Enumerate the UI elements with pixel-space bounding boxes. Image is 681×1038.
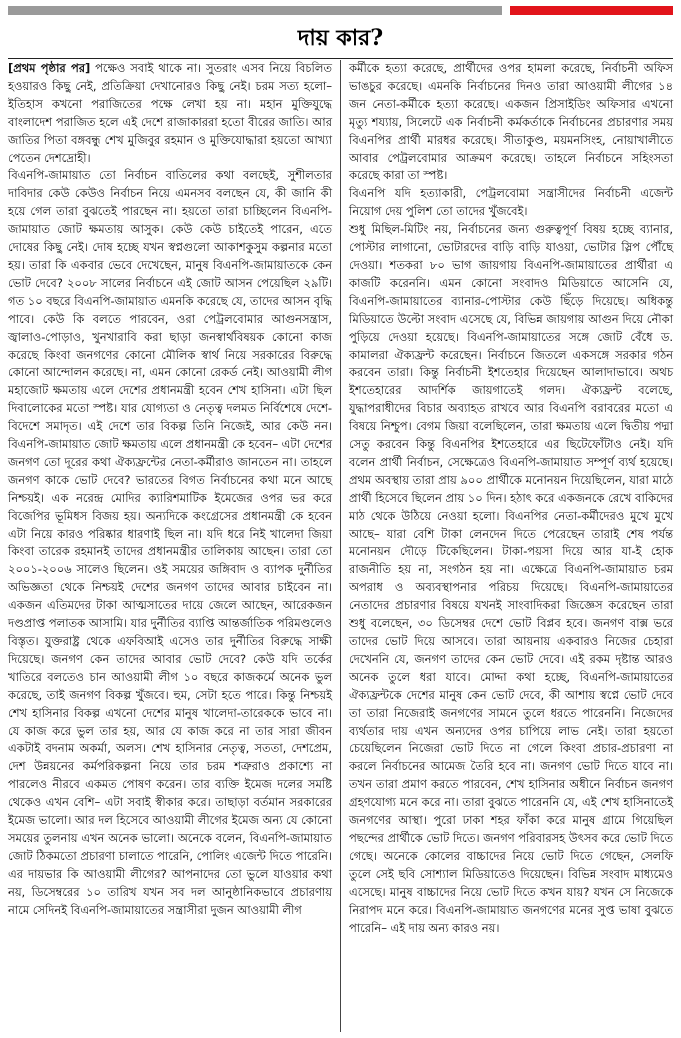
article-body	[8, 60, 673, 1032]
title-rule	[8, 58, 673, 59]
article-title: দায় কার?	[297, 25, 384, 51]
paragraph: বিএনপি-জামায়াত তো নির্বাচন বাতিলের কথা বলছেই, সুশীলতার দাবিদার কেউ কেউও নির্বাচন নিয়ে এমনসব বলছেন যে, কী জানি কী হয়ে গেল তারা বুঝতেই পারছেন না। হয়তো তারা চাচ্ছিলেন বিএনপি-জামায়াত জোট ক্ষমতায় আসুক। কেউ কেউ চাইতেই পারেন, এতে দোষের কিছু নেই। দোষ হচ্ছে যখন স্বপ্নগুলো আকাশকুসুম কল্পনার মতো হয়। তারা কি একবার ভেবে দেখেছেন, মানুষ বিএনপি-জামায়াতকে কেন ভোট দেবে? ২০০৮ সালের নির্বাচনে এই জোট আসন পেয়েছিল ২৯টি। গত ১০ বছরে বিএনপি-জামায়াত এমনকি করেছে যে, তাদের আসন বৃদ্ধি পাবে। কেউ কি বলতে পারবেন, ওরা পেট্রলবোমার আগুনসন্ত্রাস, জ্বালাও-পোড়াও, খুনখারাবি করা ছাড়া জনস্বার্থবিষয়ক কোনো কাজ করেছে কিংবা জনগণের কোনো মৌলিক স্বার্থ নিয়ে সরকারের বিরুদ্ধে কোনো আন্দোলন করেছে। না, এমন কোনো রেকর্ড নেই। আওয়ামী লীগ মহাজোট ক্ষমতায় এলে দেশের প্রধানমন্ত্রী হবেন শেখ হাসিনা। এটা ছিল দিবালোকের মতো স্পষ্ট। যার যোগ্যতা ও নেতৃত্ব দলমত নির্বিশেষে দেশে-বিদেশে সমাদৃত। এই দেশে তার বিকল্প তিনি নিজেই, আর কেউ নন। বিএনপি-জামায়াত জোট ক্ষমতায় এলে প্রধানমন্ত্রী কে হবেন– এটা দেশের জনগণ তো দূরের কথা ঐক্যফ্রন্টের নেতা-কর্মীরাও জানতেন না। তাহলে জনগণ কাকে ভোট দেবে? ভারতের বিগত নির্বাচনের কথা মনে আছে নিশ্চয়ই। এক নরেন্দ্র মোদির ক্যারিশমাটিক ইমেজের ওপর ভর করে বিজেপির ভূমিধস বিজয় হয়। অন্যদিকে কংগ্রেসের প্রধানমন্ত্রী কে হবেন এটা নিয়ে কারও পরিষ্কার ধারণাই ছিল না। যদি ধরে নিই খালেদা জিয়া কিংবা তারেক রহমানই তাদের প্রধানমন্ত্রীর তালিকায় আছেন। তারা তো ২০০১-২০০৬ সালেও ছিলেন। ওই সময়ের জঙ্গিবাদ ও ব্যাপক দুর্নীতির অভিজ্ঞতা থেকে নিশ্চয়ই দেশের জনগণ তাদের আবার চাইবেন না। একজন এতিমদের টাকা আত্মসাতের দায়ে জেলে আছেন, আরেকজন দণ্ডপ্রাপ্ত পলাতক আসামি। যার দুর্নীতির ব্যাপ্তি আন্তর্জাতিক পরিমণ্ডলেও বিস্তৃত। যুক্তরাষ্ট্র থেকে এফবিআই এসেও তার দুর্নীতির বিরুদ্ধে সাক্ষী দিয়েছে। জনগণ কেন তাদের আবার ভোট দেবে? কেউ যদি তর্কের খাতিরে বলতেও চান আওয়ামী লীগ ১০ বছরে কাজকর্মে অনেক ভুল করেছে, তাই জনগণ বিকল্প খুঁজবে। হুম, সেটা হতে পারে। কিন্তু নিশ্চয়ই শেখ হাসিনার বিকল্প এখনো দেশের মানুষ খালেদা-তারেককে ভাবে না। যে কাজ করে ভুল তার হয়, আর যে কাজ করে না তার সারা জীবন একটাই বদনাম অকর্মা, অলস। শেখ হাসিনার নেতৃত্ব, সততা, দেশপ্রেম, দেশ উন্নয়নের কর্মপরিকল্পনা নিয়ে তার চরম শত্রুরাও প্রকাশ্যে না পারলেও নীরবে একমত পোষণ করেন। তার ব্যক্তি ইমেজ দলের সমষ্টি থেকেও এখন বেশি– এটা সবাই স্বীকার করে। তাছাড়া বর্তমান সরকারের ইমেজ ভালো। আর দল হিসেবে আওয়ামী লীগের ইমেজ অন্য যে কোনো সময়ের তুলনায় এখন অনেক ভালো। অনেকে বলেন, বিএনপি-জামায়াত জোট ঠিকমতো প্রচারণা চালাতে পারেনি, পোলিং এজেন্ট দিতে পারেনি। এর দায়ভার কি আওয়ামী লীগের? আপনাদের তো ভুলে যাওয়ার কথা নয়, ডিসেম্বরের ১০ তারিখ যখন সব দল আনুষ্ঠানিকভাবে প্রচারণায় নামে সেদিনই বিএনপি-জামায়াতের সন্ত্রাসীরা দুজন আওয়ামী লীগ	[8, 168, 332, 917]
column-divider	[340, 60, 341, 1032]
header-red-bar	[510, 6, 673, 15]
paragraph	[8, 60, 332, 167]
paragraph: বিএনপি যদি হত্যাকারী, পেট্রলবোমা সন্ত্রাসীদের নির্বাচনী এজেন্ট নিয়োগ দেয় পুলিশ তো তাদের খুঁজবেই।	[349, 186, 673, 219]
header-gray-bar	[8, 6, 502, 15]
paragraph-text: পক্ষেও সবাই থাকে না। সুতরাং এসব নিয়ে বিচলিত হওয়ারও কিছু নেই, প্রতিক্রিয়া দেখানোরও কিছু নেই। চরম সত্য হলো– ইতিহাস কখনো পরাজিতের পক্ষে লেখা হয় না। মহান মুক্তিযুদ্ধে বাংলাদেশ পরাজিত হলে এই দেশে রাজাকাররা হতো বীরের জাতি। আর জাতির পিতা বঙ্গবন্ধু শেখ মুজিবুর রহমান ও মুক্তিযোদ্ধারা হয়তো আখ্যা পেতেন দেশদ্রোহী।	[8, 61, 332, 165]
paragraph: কর্মীকে হত্যা করেছে, প্রার্থীদের ওপর হামলা করেছে, নির্বাচনী অফিস ভাঙচুর করেছে। এমনকি নির্বাচনের দিনও তারা আওয়ামী লীগের ১৪ জন নেতা-কর্মীকে হত্যা করেছে। একজন প্রিসাইডিং অফিসার এখনো মৃত্যু শয্যায়, সিলেটে এক নির্বাচনী কর্মকর্তাকে নির্বাচনের প্রচারণার সময় বিএনপির প্রার্থী মারধর করেছে। সীতাকুণ্ড, ময়মনসিংহ, নোয়াখালীতে আবার পেট্রলবোমার আক্রমণ করেছে। তাহলে নির্বাচনে সহিংসতা করেছে কারা তা স্পষ্ট।	[349, 61, 673, 183]
kicker-label: [প্রথম পৃষ্ঠার পর]	[8, 61, 91, 75]
article-column-right	[349, 60, 673, 1032]
article-column-left	[8, 60, 332, 1032]
paragraph: শুধু মিছিল-মিটিং নয়, নির্বাচনের জন্য গুরুত্বপূর্ণ বিষয় হচ্ছে ব্যানার, পোস্টার লাগানো, ভোটারদের বাড়ি বাড়ি যাওয়া, ভোটার স্লিপ পৌঁছে দেওয়া। শতকরা ৮০ ভাগ জায়গায় বিএনপি-জামায়াতের প্রার্থীরা এ কাজটি করেননি। এমন কোনো সংবাদও মিডিয়াতে আসেনি যে, বিএনপি-জামায়াতের ব্যানার-পোস্টার কেউ ছিঁড়ে দিয়েছে। অধিকন্তু মিডিয়াতে উল্টো সংবাদ এসেছে যে, বিভিন্ন জায়গায় আগুন দিয়ে নৌকা পুড়িয়ে দেওয়া হয়েছে। বিএনপি-জামায়াতের সঙ্গে জোট বেঁধে ড. কামালরা ঐক্যফ্রন্ট করেছেন। নির্বাচনে জিতলে একসঙ্গে সরকার গঠন করবেন তারা। কিন্তু নির্বাচনী ইশতেহার দিয়েছেন আলাদাভাবে। অথচ ইশতেহারের আদর্শিক জায়গাতেই গলদ। ঐক্যফ্রন্ট বলেছে, যুদ্ধাপরাধীদের বিচার অব্যাহত রাখবে আর বিএনপি বরাবরের মতো এ বিষয়ে নিশ্চুপ। বেগম জিয়া বলেছিলেন, তারা ক্ষমতায় এলে দ্বিতীয় পদ্মা সেতু করবেন কিন্তু বিএনপির ইশতেহারে এর ছিটেফোঁটাও নেই। যদি বলেন প্রার্থী নির্বাচন, সেক্ষেত্রেও বিএনপি-জামায়াত সম্পূর্ণ ব্যর্থ হয়েছে। প্রথম অবস্থায় তারা প্রায় ৯০০ প্রার্থীকে মনোনয়ন দিয়েছিলেন, যারা মাঠে প্রার্থী হিসেবে ছিলেন প্রায় ১০ দিন। হঠাৎ করে একজনকে রেখে বাকিদের মাঠ থেকে উঠিয়ে নেওয়া হলো। বিএনপির নেতা-কর্মীদেরও মুখে মুখে আছে– যারা বেশি টাকা লেনদেন দিতে পেরেছেন তারাই শেষ পর্যন্ত মনোনয়ন দৌড়ে টিকেছিলেন। টাকা-পয়সা দিয়ে আর যা-ই হোক রাজনীতি হয় না, সংগঠন হয় না। এক্ষেত্রে বিএনপি-জামায়াত চরম অপরাধ ও অব্যবস্থাপনার পরিচয় দিয়েছে। বিএনপি-জামায়াতের নেতাদের প্রচারণার বিষয়ে যখনই সাংবাদিকরা জিজ্ঞেস করেছেন তারা শুধু বলেছেন, ৩০ ডিসেম্বর দেশে ভোট বিপ্লব হবে। জনগণ বাক্স ভরে তাদের ভোট দিয়ে আসবে। তারা আয়নায় একবারও নিজের চেহারা দেখেননি যে, জনগণ তাদের কেন ভোট দেবে। এই রকম দৃষ্টান্ত আরও অনেক তুলে ধরা যাবে। মোদ্দা কথা হচ্ছে, বিএনপি-জামায়াতের ঐক্যফ্রন্টকে দেশের মানুষ কেন ভোট দেবে, কী আশায় স্বপ্নে ভোট দেবে তা তারা নিজেরাই জনগণের সামনে তুলে ধরতে পারেননি। নিজেদের ব্যর্থতার দায় এখন অন্যদের ওপর চাপিয়ে লাভ নেই। তারা হয়তো চেয়েছিলেন নিজেরা ভোট দিতে না গেলে কিংবা প্রচার-প্রচারণা না করলে নির্বাচনের আমেজ তৈরি হবে না। জনগণ ভোট দিতে যাবে না। তখন তারা প্রমাণ করতে পারবেন, শেখ হাসিনার অধীনে নির্বাচন জনগণ গ্রহণযোগ্য মনে করে না। তারা বুঝতে পারেননি যে, এই শেখ হাসিনাতেই জনগণের আস্থা। পুরো ঢাকা শহর ফাঁকা করে মানুষ গ্রামে গিয়েছিল পছন্দের প্রার্থীকে ভোট দিতে। জনগণ পরিবারসহ উৎসব করে ভোট দিতে গেছে। অনেকে কোলের বাচ্চাদের নিয়ে ভোট দিতে গেছেন, সেলফি তুলে সেই ছবি সোশ্যাল মিডিয়াতেও দিয়েছেন। বিভিন্ন সংবাদ মাধ্যমেও এসেছে। মানুষ বাচ্চাদের নিয়ে ভোট দিতে কখন যায়? যখন সে নিজেকে নিরাপদ মনে করে। বিএনপি-জামায়াত জনগণের মনের সুপ্ত ভাষা বুঝতে পারেনি– এই দায় অন্য কারও নয়।	[349, 222, 673, 935]
